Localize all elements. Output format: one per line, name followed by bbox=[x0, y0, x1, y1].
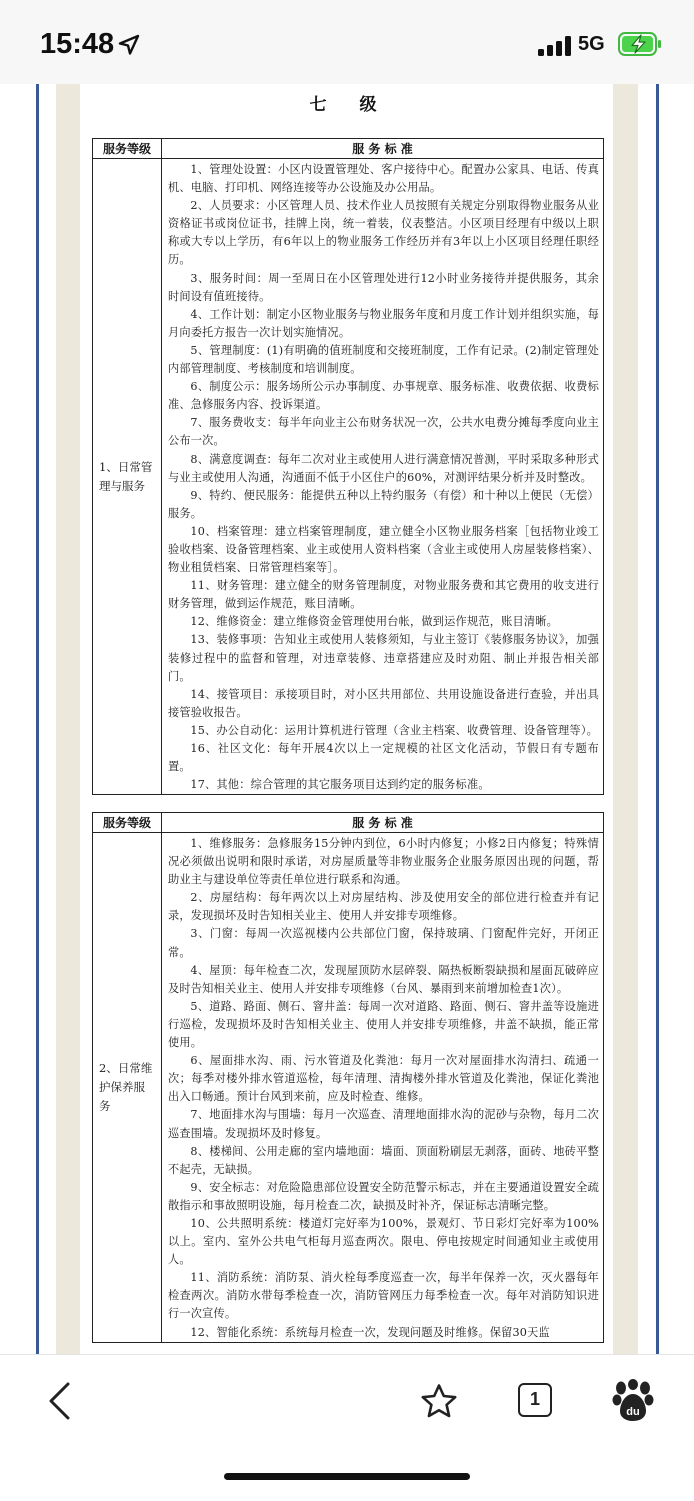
status-bar bbox=[0, 0, 694, 84]
standard-item: 17、其他：综合管理的其它服务项目达到约定的服务标准。 bbox=[190, 778, 490, 792]
standard-item: 14、接管项目：承接项目时，对小区共用部位、共用设施设备进行查验，并出具接管验收报告。 bbox=[168, 687, 599, 719]
standard-item: 1、维修服务：急修服务15分钟内到位，6小时内修复；小修2日内修复；特殊情况必须做出说明和限时承诺，对房屋质量等非物业服务企业服务原因出现的问题，帮助业主与建设单位等责任单位进行联系和沟通。 bbox=[168, 837, 599, 887]
standard-item: 8、满意度调查：每年二次对业主或使用人进行满意情况普测，平时采取多种形式与业主或使用人沟通，沟通面不低于小区住户的60%，对测评结果分析并及时整改。 bbox=[168, 452, 599, 484]
signal-bars-icon bbox=[538, 36, 572, 56]
standard-item: 10、档案管理：建立档案管理制度，建立健全小区物业服务档案［包括物业竣工验收档案、设备管理档案、业主或使用人资料档案（含业主或使用人房屋装修档案）、物业租赁档案、日常管理档案等］。 bbox=[168, 524, 599, 575]
svg-text:du: du bbox=[626, 1406, 640, 1418]
standard-item: 5、道路、路面、侧石、窨井盖：每周一次对道路、路面、侧石、窨井盖等设施进行巡检，发现损坏及时告知相关业主、使用人并安排专项维修，井盖不缺损，能正常使用。 bbox=[168, 999, 599, 1050]
standard-item: 12、智能化系统：系统每月检查一次，发现问题及时维修。保留30天监 bbox=[190, 1325, 550, 1339]
tabs-icon[interactable]: 1 bbox=[518, 1383, 552, 1417]
standard-item: 4、工作计划：制定小区物业服务与物业服务年度和月度工作计划并组织实施，每月向委托方报告一次计划实施情况。 bbox=[168, 307, 599, 339]
browser-toolbar bbox=[0, 1354, 694, 1501]
header-service-standard: 服 务 标 准 bbox=[162, 139, 604, 159]
service-level-cell: 1、日常管理与服务 bbox=[93, 159, 162, 795]
standard-item: 6、制度公示：服务场所公示办事制度、办事规章、服务标准、收费依据、收费标准、急修服务内容、投诉渠道。 bbox=[168, 380, 599, 412]
header-service-level: 服务等级 bbox=[93, 813, 162, 833]
network-type: 5G bbox=[578, 33, 605, 55]
header-service-standard: 服 务 标 准 bbox=[162, 813, 604, 833]
service-level-cell: 2、日常维护保养服务 bbox=[93, 833, 162, 1343]
standard-item: 7、服务费收支：每半年向业主公布财务状况一次，公共水电费分摊每季度向业主公布一次。 bbox=[168, 416, 599, 448]
standard-item: 7、地面排水沟与围墙：每月一次巡查、清理地面排水沟的泥砂与杂物，每月二次巡查围墙。发现损坏及时修复。 bbox=[168, 1108, 599, 1140]
page-border-left bbox=[36, 84, 39, 1354]
header-service-level: 服务等级 bbox=[93, 139, 162, 159]
standard-item: 10、公共照明系统：楼道灯完好率为100%，景观灯、节日彩灯完好率为100%以上。室内、室外公共电气柜每月巡查两次。限电、停电按规定时间通知业主或使用人。 bbox=[168, 1216, 599, 1267]
standard-item: 8、楼梯间、公用走廊的室内墙地面：墙面、顶面粉刷层无剥落，面砖、地砖平整不起壳，无缺损。 bbox=[168, 1144, 599, 1176]
standard-item: 15、办公自动化：运用计算机进行管理（含业主档案、收费管理、设备管理等）。 bbox=[190, 723, 598, 737]
table-row bbox=[93, 833, 604, 1343]
document-heading: 七 级 bbox=[309, 95, 385, 115]
service-standard-cell bbox=[162, 159, 604, 795]
standard-item: 6、屋面排水沟、雨、污水管道及化粪池：每月一次对屋面排水沟清扫、疏通一次；每季对楼外排水管道巡检，每年清理、清掏楼外排水管道及化粪池，保证化粪池出入口畅通。预计台风到来前，应及时检查、维修。 bbox=[168, 1054, 599, 1104]
standard-item: 2、人员要求：小区管理人员、技术作业人员按照有关规定分别取得物业服务从业资格证书或岗位证书，挂牌上岗，统一着装，仪表整洁。小区项目经理有中级以上职称或大专以上学历，有6年以上的物业服务工作经历并有3年以上小区项目经理任职经历。 bbox=[168, 199, 599, 267]
standard-item: 12、维修资金：建立维修资金管理使用台帐，做到运作规范，账目清晰。 bbox=[190, 615, 559, 629]
baidu-paw-icon[interactable] bbox=[612, 1379, 654, 1423]
table-header-row bbox=[93, 139, 604, 159]
battery-charging-icon bbox=[618, 32, 662, 56]
back-chevron-icon[interactable] bbox=[44, 1381, 74, 1421]
location-arrow-icon bbox=[118, 34, 140, 56]
standard-item: 3、门窗：每周一次巡视楼内公共部位门窗，保持玻璃、门窗配件完好，开闭正常。 bbox=[168, 927, 599, 959]
star-icon[interactable] bbox=[420, 1383, 458, 1419]
service-table-management bbox=[92, 138, 604, 795]
table-header-row bbox=[93, 813, 604, 833]
standard-item: 9、安全标志：对危险隐患部位设置安全防范警示标志，并在主要通道设置安全疏散指示和事故照明设施，每月检查二次，缺损及时补齐，保证标志清晰完整。 bbox=[168, 1180, 599, 1212]
document-viewer[interactable] bbox=[0, 84, 694, 1354]
standard-item: 11、财务管理：建立健全的财务管理制度，对物业服务费和其它费用的收支进行财务管理，做到运作规范，账目清晰。 bbox=[168, 579, 599, 611]
standard-item: 9、特约、便民服务：能提供五种以上特约服务（有偿）和十种以上便民（无偿）服务。 bbox=[168, 488, 599, 520]
standard-item: 16、社区文化：每年开展4次以上一定规模的社区文化活动，节假日有专题布置。 bbox=[168, 742, 599, 774]
service-table-maintenance bbox=[92, 812, 604, 1343]
standard-item: 4、屋顶：每年检查二次，发现屋顶防水层碎裂、隔热板断裂缺损和屋面瓦破碎应及时告知相关业主、使用人并安排专项维修（台风、暴雨到来前增加检查1次）。 bbox=[168, 963, 599, 995]
standard-item: 13、装修事项：告知业主或使用人装修须知，与业主签订《装修服务协议》，加强装修过程中的监督和管理，对违章装修、违章搭建应及时劝阻、制止并报告相关部门。 bbox=[168, 633, 599, 683]
standard-item: 3、服务时间：周一至周日在小区管理处进行12小时业务接待并提供服务，其余时间设有值班接待。 bbox=[168, 271, 599, 303]
service-standard-cell bbox=[162, 833, 604, 1343]
table-row bbox=[93, 159, 604, 795]
standard-item: 2、房屋结构：每年两次以上对房屋结构、涉及使用安全的部位进行检查并有记录，发现损坏及时告知相关业主、使用人并安排专项维修。 bbox=[168, 891, 599, 923]
standard-item: 11、消防系统：消防泵、消火栓每季度巡查一次，每半年保养一次，灭火器每年检查两次。消防水带每季检查一次，消防管网压力每季检查一次。每年对消防知识进行一次宣传。 bbox=[168, 1271, 599, 1321]
status-time: 15:48 bbox=[40, 28, 115, 60]
home-indicator[interactable] bbox=[224, 1473, 470, 1480]
standard-item: 5、管理制度：(1)有明确的值班制度和交接班制度，工作有记录。(2)制定管理处内部管理制度、考核制度和培训制度。 bbox=[168, 343, 599, 376]
standard-item: 1、管理处设置：小区内设置管理处、客户接待中心。配置办公家具、电话、传真机、电脑、打印机、网络连接等办公设施及办公用品。 bbox=[168, 163, 599, 195]
page-border-right bbox=[656, 84, 659, 1354]
